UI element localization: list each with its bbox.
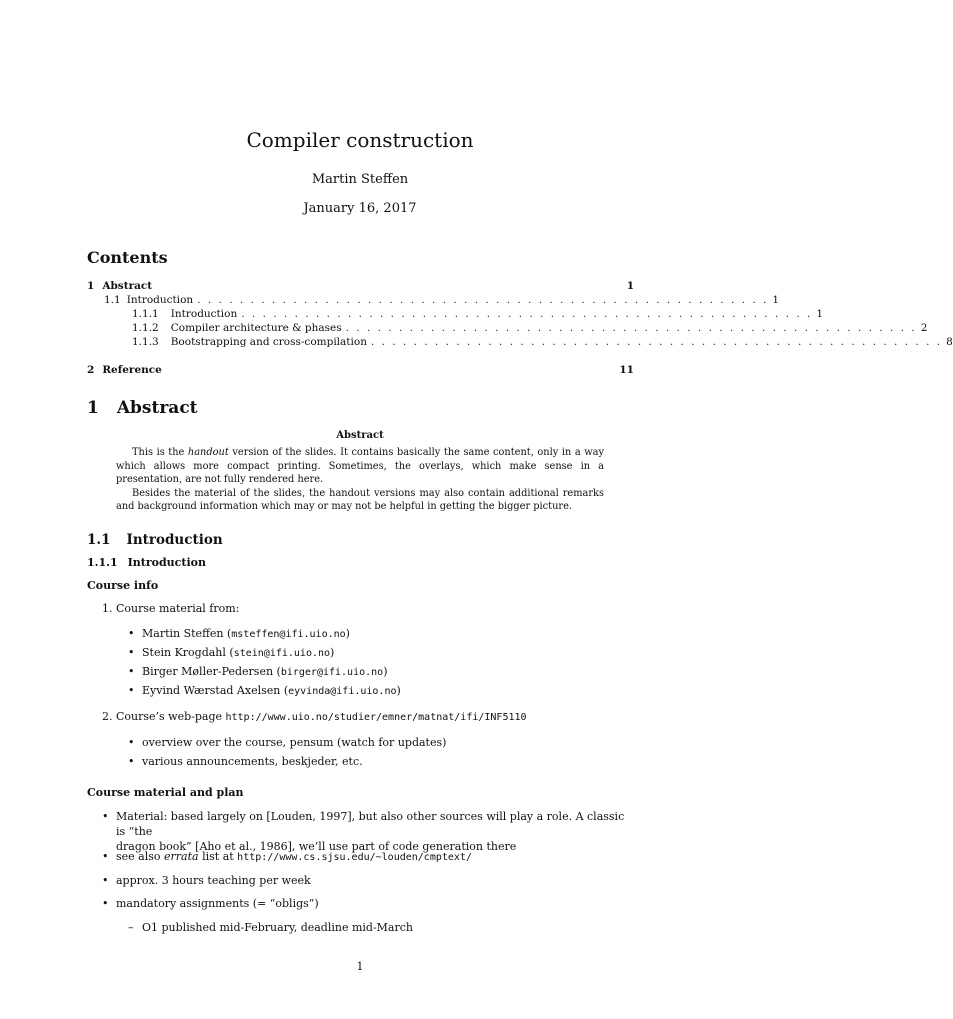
section-title: Abstract	[116, 398, 198, 418]
course-info-heading: Course info	[87, 579, 159, 592]
person-name: Eyvind Wærstad Axelsen (	[142, 684, 289, 697]
paren: )	[396, 684, 401, 697]
enumerated-item: 1. Course material from:	[102, 602, 240, 615]
list-item-line: dragon book” [Aho et al., 1986], we’ll use part of code generation there	[116, 840, 517, 853]
subsubsection-heading	[87, 556, 206, 569]
email-link[interactable]: stein@ifi.uio.no	[233, 648, 331, 659]
abstract-emphasis: handout	[187, 447, 229, 458]
person-name: Stein Krogdahl (	[142, 646, 234, 659]
item-text: 2. Course’s web-page	[102, 710, 226, 723]
toc-text: Reference	[102, 364, 162, 376]
person-item	[142, 645, 334, 661]
toc-text: Introduction	[126, 294, 194, 306]
toc-entry[interactable]	[132, 308, 824, 320]
document-date: January 16, 2017	[303, 201, 417, 216]
toc-text: Introduction	[170, 308, 238, 320]
subsection-number: 1.1	[87, 532, 111, 548]
toc-number: 1.1.2	[132, 322, 159, 334]
person-name: Martin Steffen (	[142, 627, 232, 640]
toc-page: 1	[816, 308, 824, 320]
toc-leader-dots: . . . . . . . . . . . . . . . . . . . . . . . . . . . . . . . . . . . . . . . . . . . . . . . . . . . . . .	[370, 336, 943, 348]
paren: )	[383, 665, 388, 678]
toc-leader-dots: . . . . . . . . . . . . . . . . . . . . . . . . . . . . . . . . . . . . . . . . . . . . . . . . . . . . . .	[197, 294, 769, 306]
item-text: list at	[198, 850, 238, 863]
abstract-text: This is the	[132, 447, 188, 458]
toc-page: 11	[619, 364, 634, 376]
toc-entry[interactable]	[87, 364, 634, 376]
course-webpage-link[interactable]: http://www.uio.no/studier/emner/matnat/ifi/INF5110	[225, 712, 527, 723]
toc-page: 1	[772, 294, 780, 306]
contents-heading: Contents	[87, 248, 168, 267]
person-item	[142, 626, 350, 642]
paren: )	[345, 627, 350, 640]
toc-text: Bootstrapping and cross-compilation	[170, 336, 367, 348]
errata-link[interactable]: http://www.cs.sjsu.edu/~louden/cmptext/	[237, 852, 472, 863]
enumerated-item	[102, 709, 527, 725]
abstract-paragraph	[116, 446, 604, 487]
sub-list-item: – O1 published mid-February, deadline mid-March	[142, 920, 413, 935]
abstract-body	[116, 446, 604, 514]
toc-entry[interactable]	[132, 322, 928, 334]
toc-page: 2	[920, 322, 928, 334]
toc-page: 8	[946, 336, 953, 348]
document-author: Martin Steffen	[311, 172, 409, 187]
person-item	[142, 683, 401, 699]
toc-page: 1	[626, 280, 634, 292]
subsubsection-number: 1.1.1	[87, 556, 118, 569]
toc-number: 1	[87, 280, 95, 292]
item-text: see also	[116, 850, 165, 863]
abstract-heading: Abstract	[336, 430, 384, 441]
toc-entry[interactable]	[104, 294, 780, 306]
toc-number: 1.1.1	[132, 308, 159, 320]
abstract-text: version of the slides. It contains basically the same content, only in a way which allows more compact printing. Sometimes, the overlays, which make sense in a presentation, are not fully rendered here.	[116, 447, 604, 486]
toc-number: 1.1.3	[132, 336, 159, 348]
toc-text: Compiler architecture & phases	[170, 322, 342, 334]
list-item: • approx. 3 hours teaching per week	[116, 873, 311, 888]
list-item	[116, 849, 472, 865]
course-material-heading: Course material and plan	[87, 786, 244, 799]
list-item: • various announcements, beskjeder, etc.	[142, 754, 363, 769]
person-item	[142, 664, 387, 680]
subsubsection-title: Introduction	[127, 556, 206, 569]
toc-leader-dots: . . . . . . . . . . . . . . . . . . . . . . . . . . . . . . . . . . . . . . . . . . . . . . . . . . . . . .	[241, 308, 813, 320]
subsection-heading	[87, 532, 223, 548]
abstract-paragraph: Besides the material of the slides, the handout versions may also contain additional remarks and background information which may or may not be helpful in getting the bigger picture.	[116, 487, 604, 513]
toc-entry[interactable]	[87, 280, 634, 292]
section-heading	[87, 398, 198, 418]
document-title: Compiler construction	[246, 128, 474, 152]
email-link[interactable]: msteffen@ifi.uio.no	[231, 629, 346, 640]
list-item	[116, 809, 636, 854]
email-link[interactable]: eyvinda@ifi.uio.no	[288, 686, 397, 697]
toc-entry[interactable]	[132, 336, 953, 348]
list-item: • overview over the course, pensum (watch for updates)	[142, 735, 446, 750]
item-emphasis: errata	[164, 850, 199, 863]
section-number: 1	[87, 398, 99, 418]
list-item: • mandatory assignments (= “obligs”)	[116, 896, 319, 911]
page-number: 1	[356, 960, 364, 973]
paren: )	[330, 646, 335, 659]
person-name: Birger Møller-Pedersen (	[142, 665, 281, 678]
toc-number: 2	[87, 364, 95, 376]
toc-text: Abstract	[102, 280, 153, 292]
subsection-title: Introduction	[126, 532, 223, 548]
email-link[interactable]: birger@ifi.uio.no	[280, 667, 384, 678]
list-item-line: • Material: based largely on [Louden, 1997], but also other sources will play a role. A classic is “the	[116, 810, 625, 838]
toc-number: 1.1	[104, 294, 121, 306]
toc-leader-dots: . . . . . . . . . . . . . . . . . . . . . . . . . . . . . . . . . . . . . . . . . . . . . . . . . . . . . .	[345, 322, 917, 334]
